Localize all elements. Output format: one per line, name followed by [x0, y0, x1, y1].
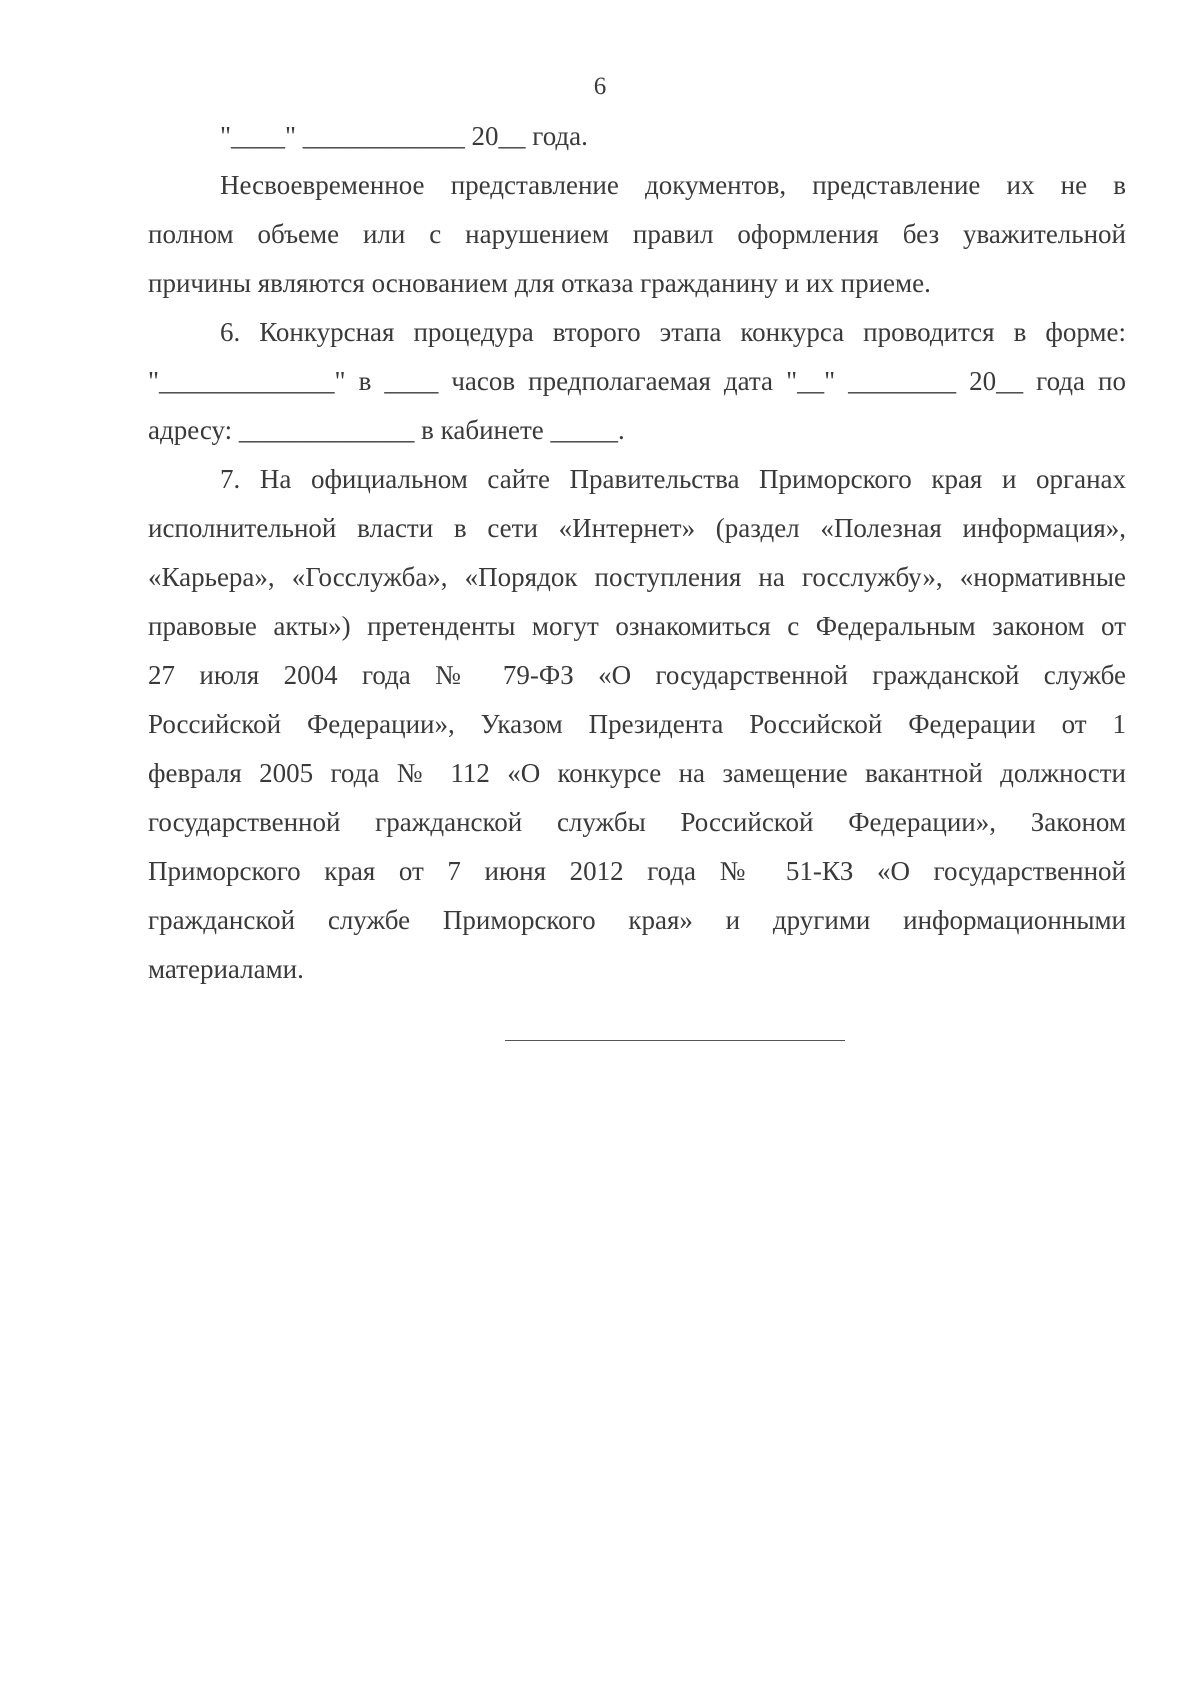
- paragraph-6-line: 6. Конкурсная процедура второго этапа конкурса проводится в форме:: [220, 317, 1126, 347]
- closing-rule: [505, 1040, 845, 1041]
- paragraph-7-line: «Карьера», «Госслужба», «Порядок поступления на госслужбу», «нормативные: [148, 562, 1126, 592]
- paragraph-7-line: правовые акты») претенденты могут ознакомиться с Федеральным законом от: [148, 611, 1126, 641]
- paragraph-7-line: материалами.: [148, 954, 304, 984]
- paragraph-7-line: 27 июля 2004 года № 79-ФЗ «О государственной гражданской службе: [148, 660, 1126, 690]
- paragraph-6-line: адресу: _____________ в кабинете _____.: [148, 415, 625, 445]
- paragraph-late-docs-line: причины являются основанием для отказа гражданину и их приеме.: [148, 268, 931, 298]
- paragraph-7-line: гражданской службе Приморского края» и другими информационными: [148, 905, 1126, 935]
- paragraph-7-line: государственной гражданской службы Российской Федерации», Законом: [148, 807, 1126, 837]
- paragraph-7-line: Приморского края от 7 июня 2012 года № 51-КЗ «О государственной: [148, 856, 1126, 886]
- paragraph-7-line: 7. На официальном сайте Правительства Приморского края и органах: [220, 464, 1126, 494]
- paragraph-late-docs-line: Несвоевременное представление документов, представление их не в: [220, 170, 1126, 200]
- paragraph-late-docs-line: полном объеме или с нарушением правил оформления без уважительной: [148, 219, 1126, 249]
- paragraph-7-line: исполнительной власти в сети «Интернет» (раздел «Полезная информация»,: [148, 513, 1126, 543]
- paragraph-7-line: Российской Федерации», Указом Президента Российской Федерации от 1: [148, 709, 1126, 739]
- page-number: 6: [593, 73, 607, 100]
- paragraph-6-line: "_____________" в ____ часов предполагаемая дата "__" ________ 20__ года по: [148, 366, 1126, 396]
- document-body: [148, 112, 1126, 994]
- paragraph-7-line: февраля 2005 года № 112 «О конкурсе на замещение вакантной должности: [148, 758, 1126, 788]
- date-line: "____" ____________ 20__ года.: [220, 121, 588, 151]
